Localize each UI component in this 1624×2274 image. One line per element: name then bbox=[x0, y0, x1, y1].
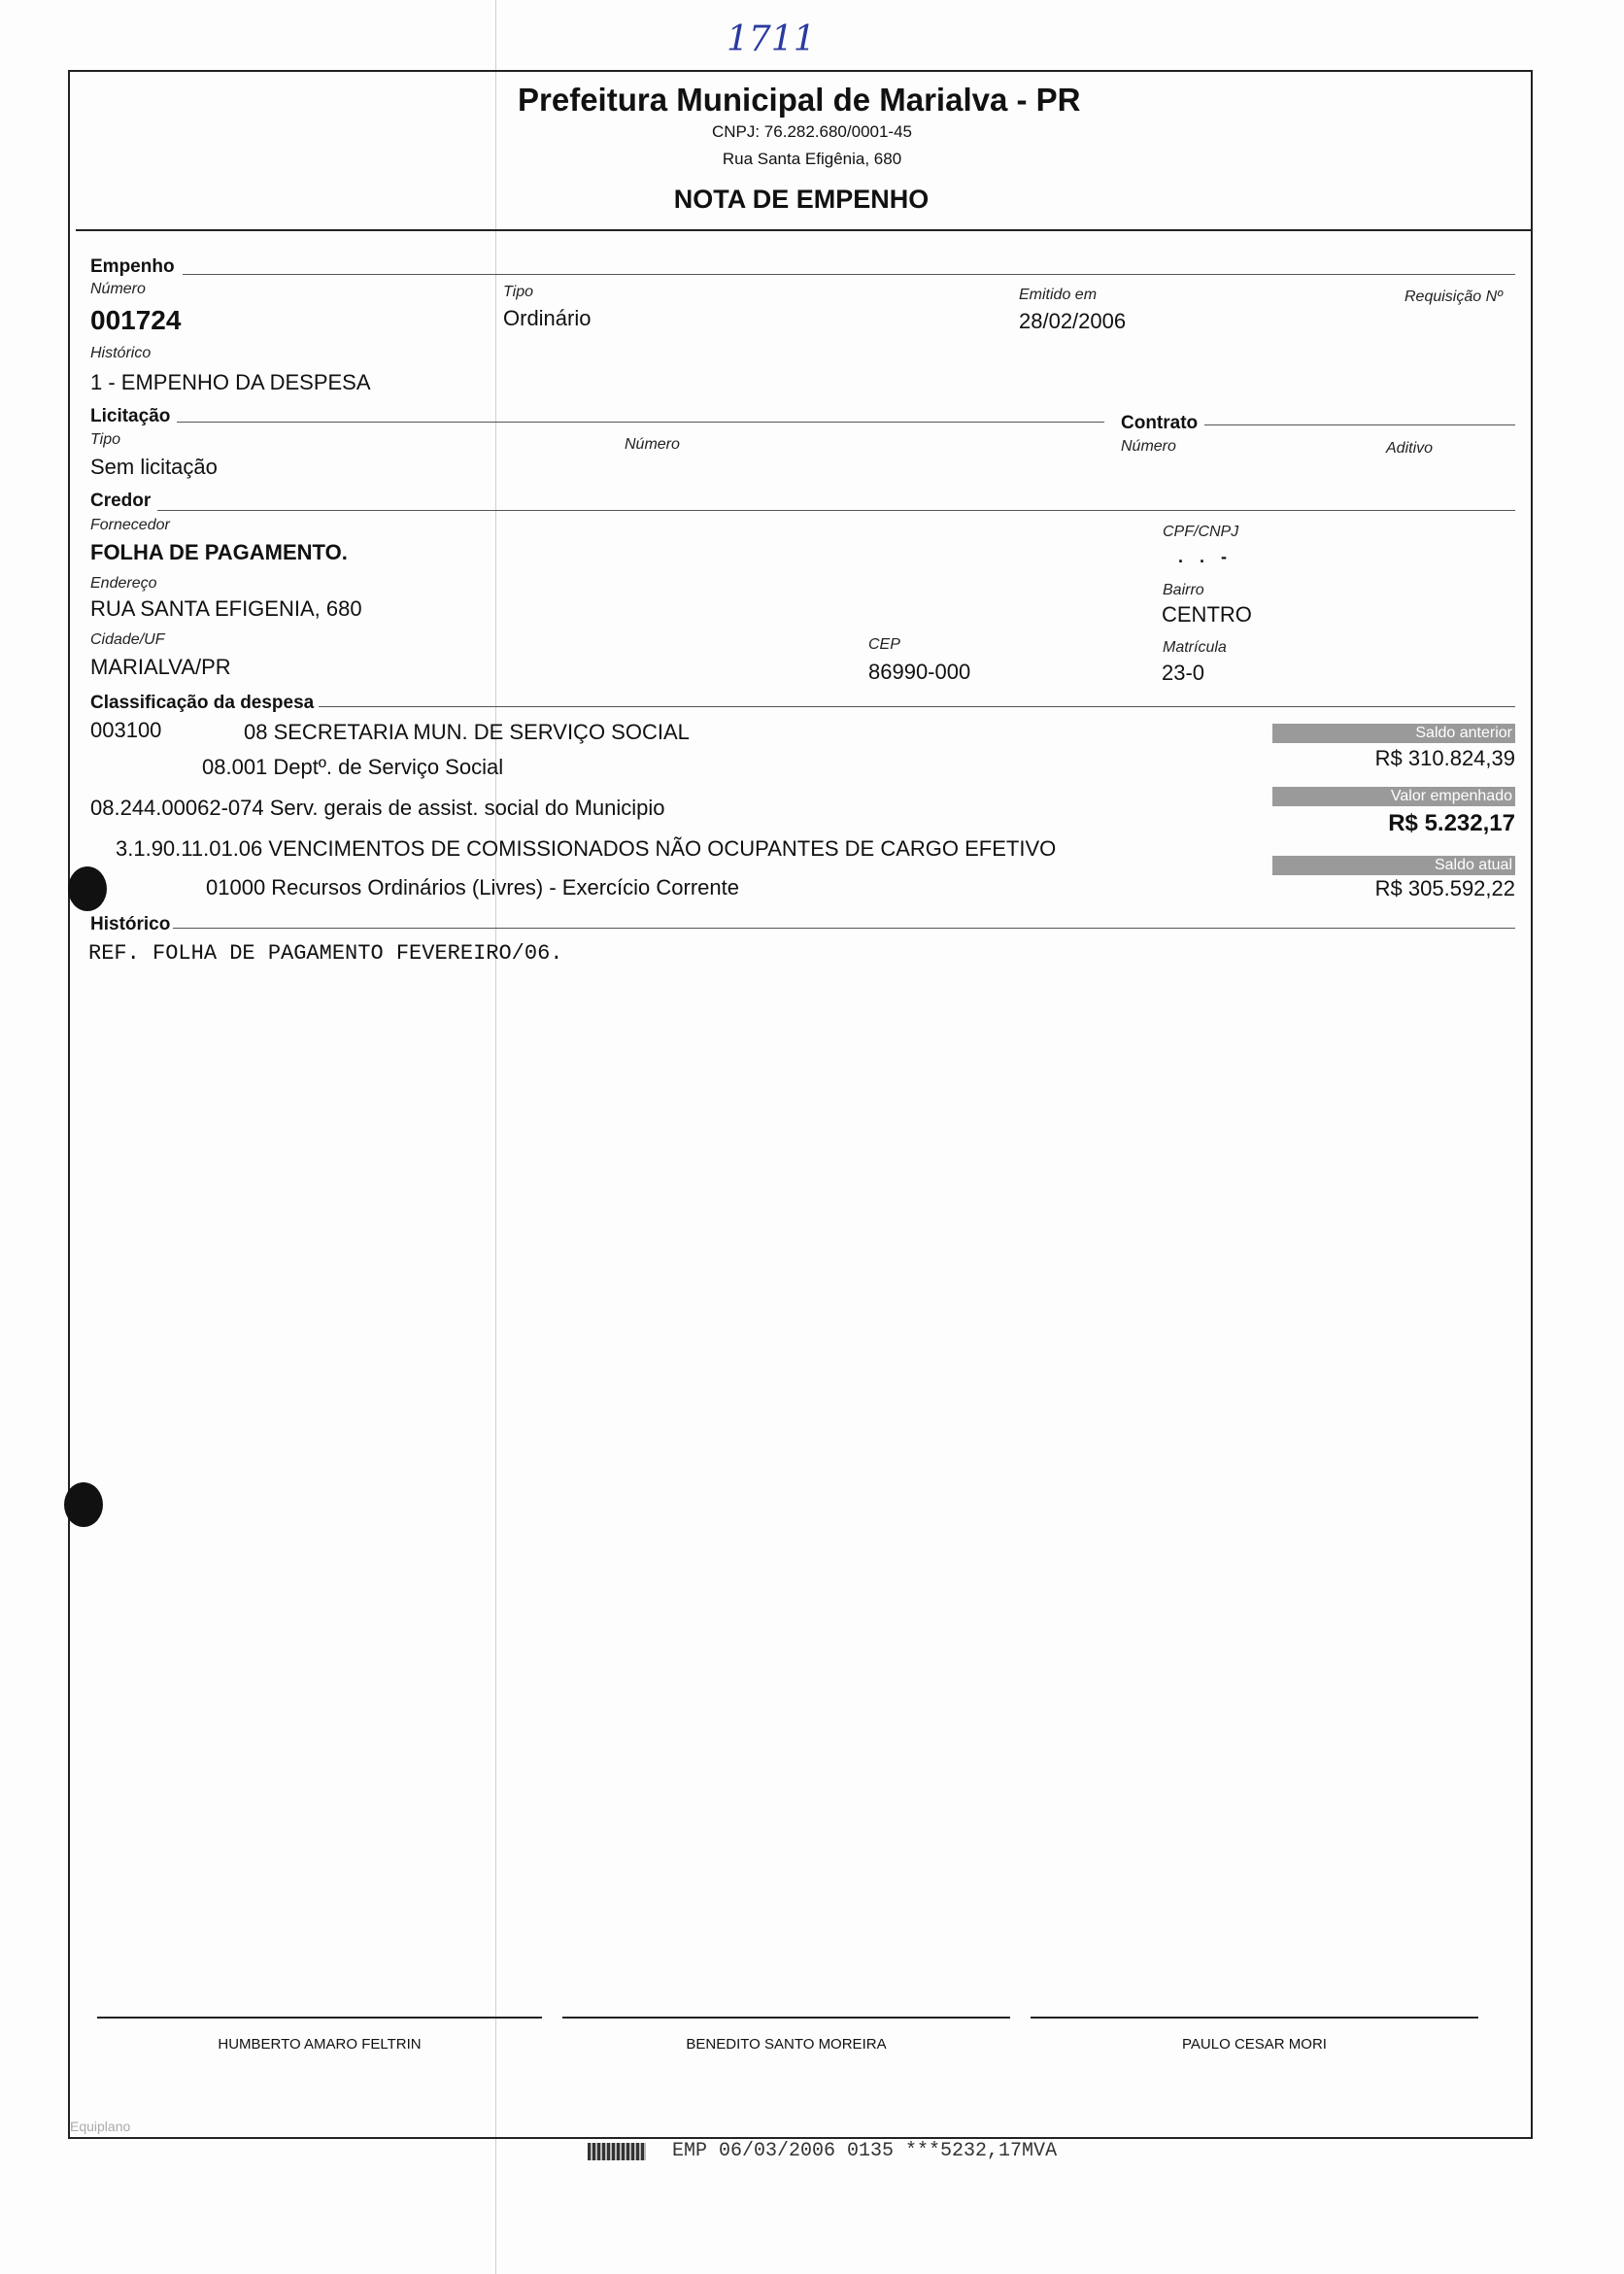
licitacao-tipo: Sem licitação bbox=[90, 455, 218, 479]
contrato-numero-label: Número bbox=[1121, 438, 1176, 455]
valor-empenhado-label: Valor empenhado bbox=[1272, 787, 1515, 806]
footer-brand: Equiplano bbox=[70, 2119, 131, 2134]
requisicao-label: Requisição Nº bbox=[1404, 288, 1503, 305]
contrato-aditivo-label: Aditivo bbox=[1386, 440, 1434, 457]
licitacao-section-title: Licitação bbox=[90, 406, 171, 426]
fornecedor-label: Fornecedor bbox=[90, 517, 170, 533]
endereco: RUA SANTA EFIGENIA, 680 bbox=[90, 596, 362, 621]
contrato-section-title: Contrato bbox=[1121, 413, 1199, 433]
credor-rule bbox=[157, 510, 1515, 511]
classificacao-code: 003100 bbox=[90, 718, 162, 742]
footer-stamp: EMP 06/03/2006 0135 ***5232,17MVA bbox=[672, 2140, 1058, 2162]
historico-text: REF. FOLHA DE PAGAMENTO FEVEREIRO/06. bbox=[88, 941, 563, 966]
cpf-label: CPF/CNPJ bbox=[1163, 524, 1239, 540]
licitacao-rule bbox=[177, 422, 1104, 423]
bairro: CENTRO bbox=[1162, 602, 1252, 627]
cidade-label: Cidade/UF bbox=[90, 631, 165, 648]
matricula: 23-0 bbox=[1162, 661, 1205, 685]
classificacao-section-title: Classificação da despesa bbox=[90, 693, 315, 713]
handwritten-note: 1711 bbox=[727, 19, 816, 59]
empenho-rule bbox=[183, 274, 1515, 275]
signature-line-2 bbox=[562, 2017, 1010, 2019]
empenho-numero-label: Número bbox=[90, 281, 146, 297]
signature-name-3: PAULO CESAR MORI bbox=[1182, 2036, 1327, 2053]
barcode-mark bbox=[588, 2143, 646, 2160]
classificacao-natureza: 3.1.90.11.01.06 VENCIMENTOS DE COMISSIONADOS NÃO OCUPANTES DE CARGO EFETIVO bbox=[116, 836, 1057, 861]
matricula-label: Matrícula bbox=[1163, 639, 1227, 656]
empenho-tipo-label: Tipo bbox=[503, 284, 533, 300]
historico-section-title: Histórico bbox=[90, 914, 171, 934]
licitacao-tipo-label: Tipo bbox=[90, 431, 120, 448]
cnpj-text: CNPJ: 76.282.680/0001-45 bbox=[711, 122, 913, 141]
header-separator bbox=[76, 229, 1531, 231]
saldo-anterior-value: R$ 310.824,39 bbox=[1374, 746, 1515, 770]
cpf-value: . . - bbox=[1178, 547, 1233, 566]
classificacao-departamento: 08.001 Deptº. de Serviço Social bbox=[202, 755, 504, 779]
doc-title: NOTA DE EMPENHO bbox=[673, 185, 930, 214]
saldo-atual-value: R$ 305.592,22 bbox=[1374, 876, 1515, 900]
empenho-historico-label: Histórico bbox=[90, 345, 152, 361]
credor-section-title: Credor bbox=[90, 491, 152, 511]
emitido-label: Emitido em bbox=[1019, 287, 1098, 303]
signature-line-3 bbox=[1031, 2017, 1478, 2019]
signature-name-1: HUMBERTO AMARO FELTRIN bbox=[218, 2036, 422, 2053]
endereco-label: Endereço bbox=[90, 575, 157, 592]
address-text: Rua Santa Efigênia, 680 bbox=[722, 150, 902, 168]
punch-hole bbox=[68, 866, 107, 911]
empenho-numero: 001724 bbox=[90, 305, 182, 335]
saldo-atual-label: Saldo atual bbox=[1272, 856, 1515, 875]
signature-name-2: BENEDITO SANTO MOREIRA bbox=[686, 2036, 887, 2053]
saldo-anterior-label: Saldo anterior bbox=[1272, 724, 1515, 743]
contrato-rule bbox=[1204, 424, 1515, 425]
cep: 86990-000 bbox=[868, 660, 971, 684]
classificacao-secretaria: 08 SECRETARIA MUN. DE SERVIÇO SOCIAL bbox=[244, 720, 690, 744]
valor-empenhado-value: R$ 5.232,17 bbox=[1388, 810, 1515, 836]
historico-rule bbox=[173, 928, 1515, 929]
cidade: MARIALVA/PR bbox=[90, 655, 231, 679]
cep-label: CEP bbox=[868, 636, 900, 653]
empenho-tipo: Ordinário bbox=[503, 306, 592, 330]
classificacao-funcional: 08.244.00062-074 Serv. gerais de assist. social do Municipio bbox=[90, 796, 665, 820]
empenho-section-title: Empenho bbox=[90, 256, 175, 277]
fornecedor: FOLHA DE PAGAMENTO. bbox=[90, 540, 348, 564]
page-title: Prefeitura Municipal de Marialva - PR bbox=[518, 82, 1081, 118]
classificacao-rule bbox=[319, 706, 1515, 707]
empenho-historico: 1 - EMPENHO DA DESPESA bbox=[90, 370, 371, 394]
classificacao-fonte: 01000 Recursos Ordinários (Livres) - Exercício Corrente bbox=[206, 875, 739, 899]
bairro-label: Bairro bbox=[1163, 582, 1204, 598]
emitido-date: 28/02/2006 bbox=[1019, 309, 1127, 333]
punch-hole bbox=[64, 1482, 103, 1527]
signature-line-1 bbox=[97, 2017, 542, 2019]
licitacao-numero-label: Número bbox=[625, 436, 680, 453]
